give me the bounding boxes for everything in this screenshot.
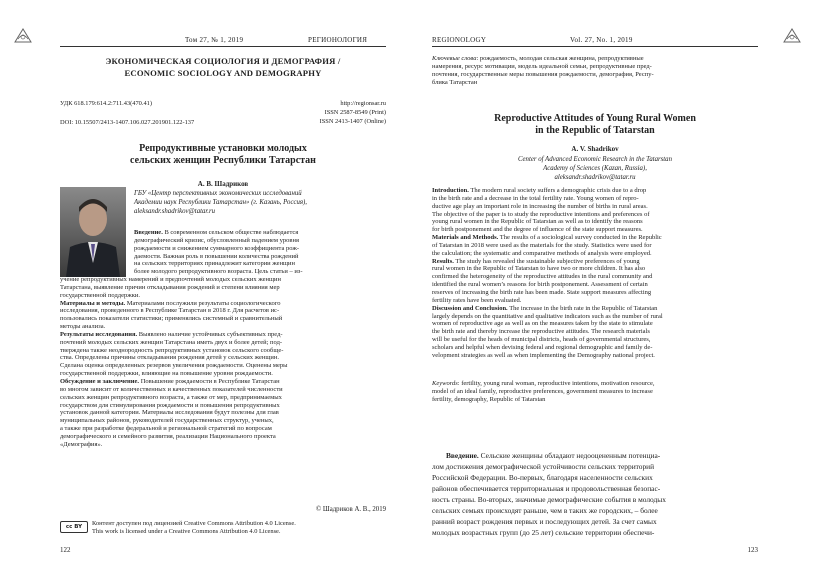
page-number-right: 123 bbox=[747, 546, 758, 554]
article-title-ru-line2: сельских женщин Республики Татарстан bbox=[130, 155, 316, 166]
journal-logo-icon bbox=[13, 26, 33, 46]
cc-license-badge[interactable]: cc BY bbox=[60, 521, 88, 533]
section-title-en: ECONOMIC SOCIOLOGY AND DEMOGRAPHY bbox=[124, 68, 322, 78]
affiliation-ru-line1: ГБУ «Центр перспективных экономических исследований bbox=[134, 190, 302, 197]
body-text-ru: Введение. Сельские женщины обладают недооцененным потенциа- лом достижения демографической устойчивости сельских территорий Российской Федерации. Во-первых, благодаря населенности сельских районов обеспечивается территориальная и продовольственная безопас- ность страны. Во-вторых, значимые демографические события в молодых сельских семьях происходят раньше, чем в таких же городских, – более ранний возраст рождения первых и последующих детей. За счет самых молодых возрастных групп (до 25 лет) сельские территории обеспечи- bbox=[432, 451, 666, 537]
article-title-en-line2: in the Republic of Tatarstan bbox=[535, 125, 655, 136]
issn-print: ISSN 2587-8549 (Print) bbox=[324, 109, 386, 116]
header-rule bbox=[60, 46, 386, 47]
header-journal: РЕГИОНОЛОГИЯ bbox=[308, 36, 368, 44]
author-email-ru[interactable]: aleksandr.shadrikov@tatar.ru bbox=[134, 208, 216, 215]
udc-code: УДК 618.179:614.2:711.43(470.41) bbox=[60, 100, 152, 107]
author-name-en: A. V. Shadrikov bbox=[571, 145, 619, 153]
license-en: This work is licensed under a Creative Commons Attribution 4.0 License. bbox=[92, 528, 281, 535]
abstract-en: Introduction. The modern rural society suffers a demographic crisis due to a drop in the birth rate and a decrease in the total fertility rate. Young women of repro- ductive age play an important role in increasing the number of births in rural areas. The objective of the paper is to study the reproductive intentions and preferences of young rural women in the Republic of Tatarstan as well as to identify the reasons for birth postponement and the degree of influence of the state support measures. Materials and Methods. The results of a sociological survey conducted in the Republic of Tatarstan in 2018 were used as the materials for the study. Statistics were used for the calculation; the systematic and comparative methods of analysis were employed. Results. The study has revealed the sustainable subjective preferences of young rural women in the Republic of Tatarstan to have two or more children. It has also confirmed the heterogeneity of the reproductive attitudes in the rural community and identified the rural women’s reasons for birth postponement. Assessment of certain reserves of increasing the birth rate has been made. State support measures affecting fertility rates have been evaluated. Discussion and Conclusion. The increase in the birth rate in the Republic of Tatarstan largely depends on the quantitative and qualitative indicators such as the number of rural women of reproductive age as well as on the measures taken by the state to stimulate the birth rate and thereby increase the reproductive attitudes. The research materials will be useful for the heads of municipal districts, heads of governmental structures, scholars and helpful when devising federal and regional demographic and family de- velopment strategies as well as when implementing the Demography national project. bbox=[432, 187, 663, 359]
author-name-ru: А. В. Шадриков bbox=[197, 180, 249, 188]
abstract-intro-ru: Введение. В современном сельском обществе наблюдается демографический кризис, обусловленный падением уровня рождаемости и снижением суммарного коэффициента рож- даемости. Важная роль в повышении количества рождений на сельских территориях принадлежит категории женщин более молодого репродуктивного возраста. Цель статьи – из- bbox=[134, 229, 303, 276]
intro-label-ru: Введение. bbox=[134, 229, 163, 236]
body-intro-label: Введение. bbox=[446, 451, 479, 460]
header-journal-en: REGIONOLOGY bbox=[432, 36, 487, 44]
materials-label-en: Materials and Methods. bbox=[432, 234, 499, 242]
abstract-body-ru: учение репродуктивных намерений и предпочтений молодых сельских женщин Татарстана, выявление причин откладывания рождений и степени влияния мер государственной поддержки. Материалы и методы. Материалами послужили результаты социологического исследования, проведенного в Республике Татарстан в 2018 г. Для расчетов ис- пользовались показатели статистики; применялись системный и сравнительный методы анализа. Результаты исследования. Выявлено наличие устойчивых субъективных пред- почтений молодых сельских женщин Татарстана иметь двух и более детей; под- тверждена также неоднородность репродуктивных установок сельского сообще- ства. Определены причины откладывания рождения детей у сельских женщин. Сделана оценка определенных резервов увеличения рождаемости. Оценены меры государственной поддержки, влияющие на повышение уровня рождаемости. Обсуждение и заключение. Повышение рождаемости в Республике Татарстан во многом зависит от количественных и качественных показателей численности сельских женщин репродуктивного возраста, а также от мер, предпринимаемых государством для стимулирования рождаемости и повышения репродуктивных установок данной категории. Материалы исследования будут полезны для глав муниципальных районов, руководителей государственных структур, ученых, а также при разработке федеральной и региональной стратегий по вопросам демографического и семейного развития, реализации Национального проекта «Демография». bbox=[60, 276, 288, 448]
author-photo bbox=[60, 187, 126, 277]
discussion-label-en: Discussion and Conclusion. bbox=[432, 304, 508, 312]
discussion-label-ru: Обсуждение и заключение. bbox=[60, 377, 140, 385]
section-title-ru: ЭКОНОМИЧЕСКАЯ СОЦИОЛОГИЯ И ДЕМОГРАФИЯ / bbox=[105, 56, 341, 66]
intro-label-en: Introduction. bbox=[432, 187, 469, 194]
right-page bbox=[410, 0, 820, 566]
keywords-en: Keywords: fertility, young rural woman, reproductive intentions, motivation resource, model of an ideal family, reproductive preferences, government measures to increase fertility, demography, Republic of Tatarstan bbox=[432, 380, 655, 403]
issn-online: ISSN 2413-1407 (Online) bbox=[319, 118, 386, 125]
keywords-ru-label: Ключевые слова bbox=[432, 55, 477, 62]
license-ru: Контент доступен под лицензией Creative Commons Attribution 4.0 License. bbox=[92, 520, 296, 527]
keywords-en-label: Keywords bbox=[432, 380, 458, 387]
author-email-en[interactable]: aleksandr.shadrikov@tatar.ru bbox=[554, 174, 636, 181]
affiliation-en-line1: Center of Advanced Economic Research in the Tatarstan bbox=[518, 156, 672, 163]
header-rule bbox=[432, 46, 758, 47]
header-volume-en: Vol. 27, No. 1, 2019 bbox=[570, 36, 633, 44]
keywords-ru: Ключевые слова: рождаемость, молодая сельская женщина, репродуктивные намерения, ресурс мотивации, модель идеальной семьи, репродуктивные пред- почтения, государственные меры повышения рождаемости, демография, Респу- блика Татарстан bbox=[432, 55, 654, 86]
journal-logo-icon bbox=[782, 26, 802, 46]
article-title-en-line1: Reproductive Attitudes of Young Rural Women bbox=[494, 113, 696, 124]
results-label-ru: Результаты исследования. bbox=[60, 330, 138, 338]
header-volume: Том 27, № 1, 2019 bbox=[185, 36, 244, 44]
materials-label-ru: Материалы и методы. bbox=[60, 299, 126, 307]
article-title-ru-line1: Репродуктивные установки молодых bbox=[139, 143, 307, 154]
affiliation-ru-line2: Академии наук Республики Татарстан» (г. Казань, Россия), bbox=[134, 199, 307, 206]
results-label-en: Results. bbox=[432, 257, 454, 265]
journal-url[interactable]: http://regionsar.ru bbox=[340, 100, 386, 107]
page-number-left: 122 bbox=[60, 546, 71, 554]
affiliation-en-line2: Academy of Sciences (Kazan, Russia), bbox=[543, 165, 647, 172]
copyright: © Шадриков А. В., 2019 bbox=[315, 506, 386, 513]
doi[interactable]: DOI: 10.15507/2413-1407.106.027.201901.122-137 bbox=[60, 119, 195, 126]
